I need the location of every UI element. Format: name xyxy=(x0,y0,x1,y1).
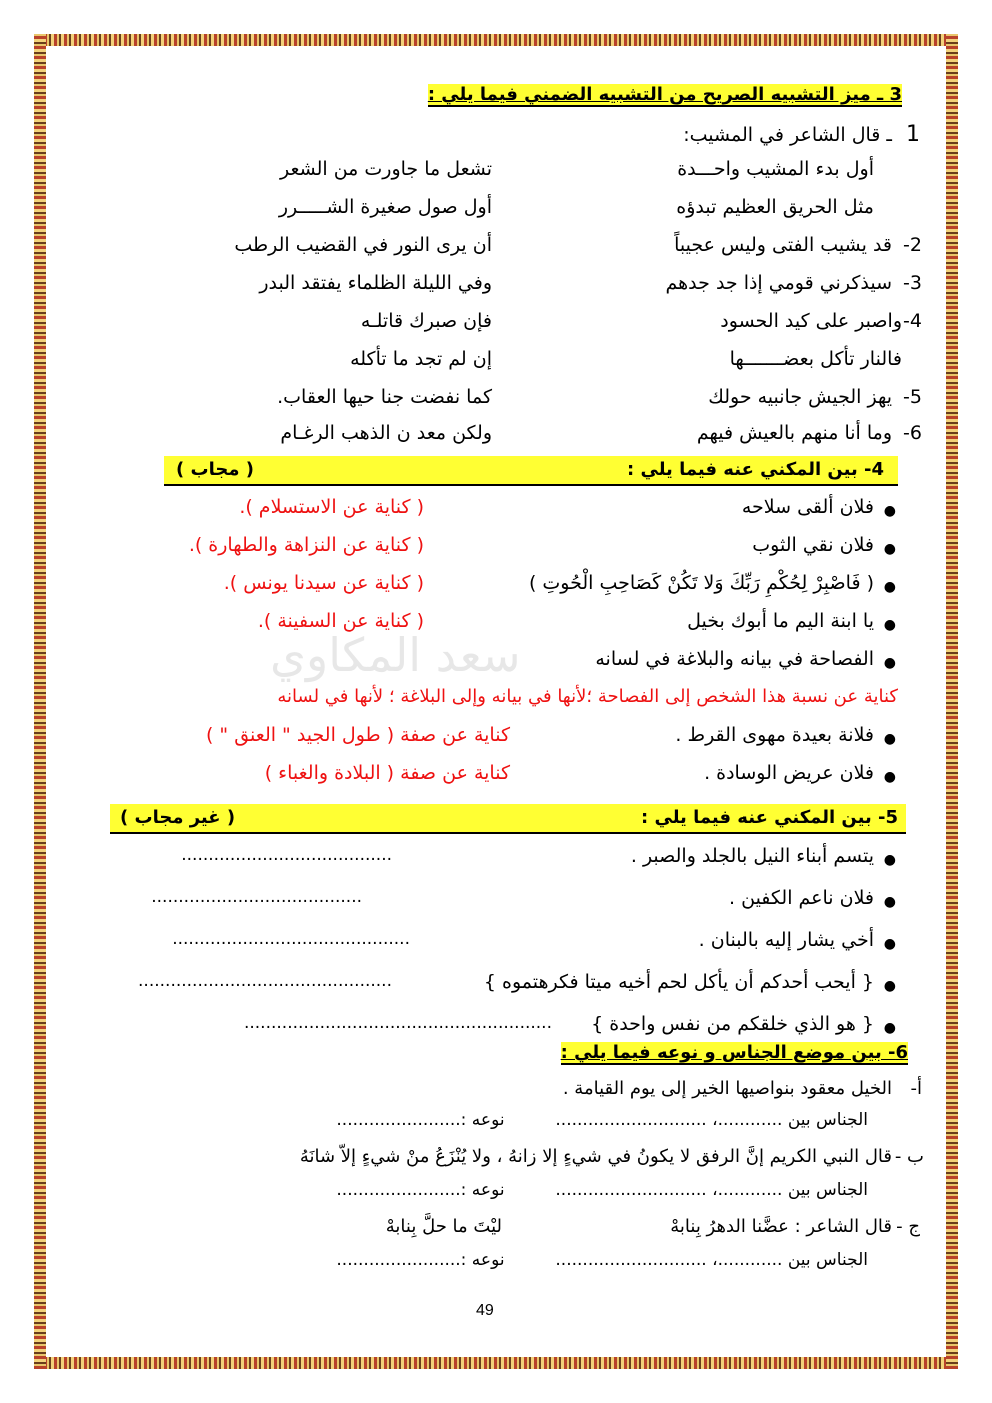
verse-num: 3- xyxy=(903,272,922,294)
verse-num: 5- xyxy=(903,386,922,408)
bullet-icon: ● xyxy=(883,852,896,868)
watermark: سعد المكاوي xyxy=(270,628,521,682)
verse-left: أول صول صغيرة الشـــــرر xyxy=(278,196,492,218)
item-text: فلانة بعيدة مهوى القرط . xyxy=(675,724,874,746)
item-text: ( فَاصْبِرْ لِحُكْمِ رَبِّكَ وَلا تَكُنْ كَصَاحِبِ الْحُوتِ ) xyxy=(528,572,874,594)
verse-right: أول بدء المشيب واحـــدة xyxy=(677,158,874,180)
item-text: فلان ألقى سلاحه xyxy=(741,496,874,518)
q4-tag: ( مجاب ) xyxy=(176,459,254,480)
q3-intro xyxy=(60,120,932,150)
item-text: { هو الذي خلقكم من نفس واحدة } xyxy=(591,1013,874,1035)
bullet-icon: ● xyxy=(883,769,896,785)
item-label: ب - xyxy=(894,1146,924,1167)
verse-left: فإن صبرك قاتلـه xyxy=(360,310,492,332)
item-text: أخي يشار إليه بالبنان . xyxy=(698,929,874,951)
item-text: فلان نقي الثوب xyxy=(752,534,874,556)
item-answer: ( كناية عن السفينة ). xyxy=(257,610,424,632)
verse-left: أن يرى النور في القضيب الرطب xyxy=(234,234,492,256)
bullet-icon: ● xyxy=(883,541,896,557)
jinas-line xyxy=(336,1110,868,1130)
q3-title: 3 ـ ميز التشبيه الصريح من التشبيه الضمني فيما يلي : xyxy=(427,84,902,105)
item-text: فلان عريض الوسادة . xyxy=(704,762,874,784)
bullet-icon: ● xyxy=(883,617,896,633)
verse-right: واصبر على كيد الحسود xyxy=(720,310,902,332)
q3-intro-num: 1 xyxy=(906,122,920,147)
bullet-icon: ● xyxy=(883,655,896,671)
q5-title: 5- بين المكني عنه فيما يلي : xyxy=(641,807,898,828)
item-text: يتسم أبناء النيل بالجلد والصبر . xyxy=(630,845,874,867)
answer-blank: ............................................ xyxy=(172,929,410,949)
verse-right: مثل الحريق العظيم تبدؤه xyxy=(676,196,874,218)
type-blank: نوعه :....................... xyxy=(336,1180,505,1200)
page-number: 49 xyxy=(476,1302,494,1319)
verse-right: قد يشيب الفتى وليس عجيباً xyxy=(674,234,892,256)
answer-blank: ....................................... xyxy=(151,887,362,907)
jinas-line xyxy=(336,1180,868,1200)
item-text: قال النبي الكريم إنَّ الرفق لا يكونُ في شيءٍ إلا زانهُ ، ولا يُنْزَعُ منْ شيءٍ إلاّ شانَهُ xyxy=(299,1146,892,1167)
item-answer: ( كناية عن سيدنا يونس ). xyxy=(223,572,424,594)
item-text: فلان ناعم الكفين . xyxy=(729,887,874,909)
type-blank: نوعه :....................... xyxy=(336,1250,505,1270)
item-answer: كناية عن صفة ( البلادة والغباء ) xyxy=(264,762,510,784)
item-text: يا ابنة اليم ما أبوك بخيل xyxy=(687,610,874,632)
border-top xyxy=(34,34,958,46)
answer-blank: ......................................................... xyxy=(243,1013,552,1033)
answer-blank: ....................................... xyxy=(181,845,392,865)
verse-right: فالنار تأكل بعضـــــــها xyxy=(729,348,902,370)
verse-num: 4- xyxy=(903,310,922,332)
item-answer: ( كناية عن النزاهة والطهارة ). xyxy=(188,534,424,556)
verse-num: 2- xyxy=(903,234,922,256)
verse-left: ولكن معد ن الذهب الرغـام xyxy=(280,422,492,444)
jinas-blank: الجناس بين ............، ............................ xyxy=(555,1250,868,1270)
q5-tag: ( غير مجاب ) xyxy=(120,807,236,828)
item-text: { أيحب أحدكم أن يأكل لحم أخيه ميتا فكرهتموه } xyxy=(483,971,874,993)
answer-blank: ............................................... xyxy=(138,971,392,991)
bullet-icon: ● xyxy=(883,503,896,519)
item-extra: ليْتَ ما حلَّ بِنابهْ xyxy=(385,1216,502,1237)
bullet-icon: ● xyxy=(883,731,896,747)
verse-right: يهز الجيش جانبيه حولك xyxy=(708,386,892,408)
bullet-icon: ● xyxy=(883,894,896,910)
q4-title: 4- بين المكني عنه فيما يلي : xyxy=(627,459,884,480)
bullet-icon: ● xyxy=(883,579,896,595)
border-bottom xyxy=(34,1357,958,1369)
q6-title: 6- بين موضع الجناس و نوعه فيما يلي : xyxy=(560,1042,908,1063)
bullet-icon: ● xyxy=(883,978,896,994)
verse-left: وفي الليلة الظلماء يفتقد البدر xyxy=(259,272,492,294)
verse-left: كما نفضت جنا حيها العقاب. xyxy=(277,386,492,408)
q4-header xyxy=(164,456,898,486)
verse-left: إن لم تجد ما تأكله xyxy=(350,348,492,370)
verse-right: سيذكرني قومي إذا جد جدهم xyxy=(665,272,892,294)
bullet-icon: ● xyxy=(883,936,896,952)
item-label: ج - xyxy=(896,1216,920,1237)
verse-right: وما أنا منهم بالعيش فيهم xyxy=(696,422,892,444)
verse-left: تشعل ما جاورت من الشعر xyxy=(280,158,492,180)
item-text: قال الشاعر : عضَّنا الدهرُ بِنابهْ xyxy=(670,1216,892,1237)
bullet-icon: ● xyxy=(883,1020,896,1036)
q5-header xyxy=(110,804,906,834)
item-label: أ- xyxy=(910,1078,922,1099)
long-answer: كناية عن نسبة هذا الشخص إلى الفصاحة ؛لأنها في بيانه وإلى البلاغة ؛ لأنها في لسانه xyxy=(277,686,898,707)
item-answer: كناية عن صفة ( طول الجيد " العنق " ) xyxy=(205,724,510,746)
item-text: الفصاحة في بيانه والبلاغة في لسانه xyxy=(595,648,874,670)
border-left xyxy=(34,34,46,1369)
type-blank: نوعه :....................... xyxy=(336,1110,505,1130)
q3-intro-text: ـ قال الشاعر في المشيب: xyxy=(683,124,892,146)
jinas-blank: الجناس بين ............، ............................ xyxy=(555,1110,868,1130)
border-right xyxy=(946,34,958,1369)
worksheet-page xyxy=(60,60,932,1340)
jinas-blank: الجناس بين ............، ............................ xyxy=(555,1180,868,1200)
jinas-line xyxy=(336,1250,868,1270)
item-answer: ( كناية عن الاستسلام ). xyxy=(239,496,424,518)
verse-num: 6- xyxy=(903,422,922,444)
item-text: الخيل معقود بنواصيها الخير إلى يوم القيامة . xyxy=(562,1078,892,1099)
